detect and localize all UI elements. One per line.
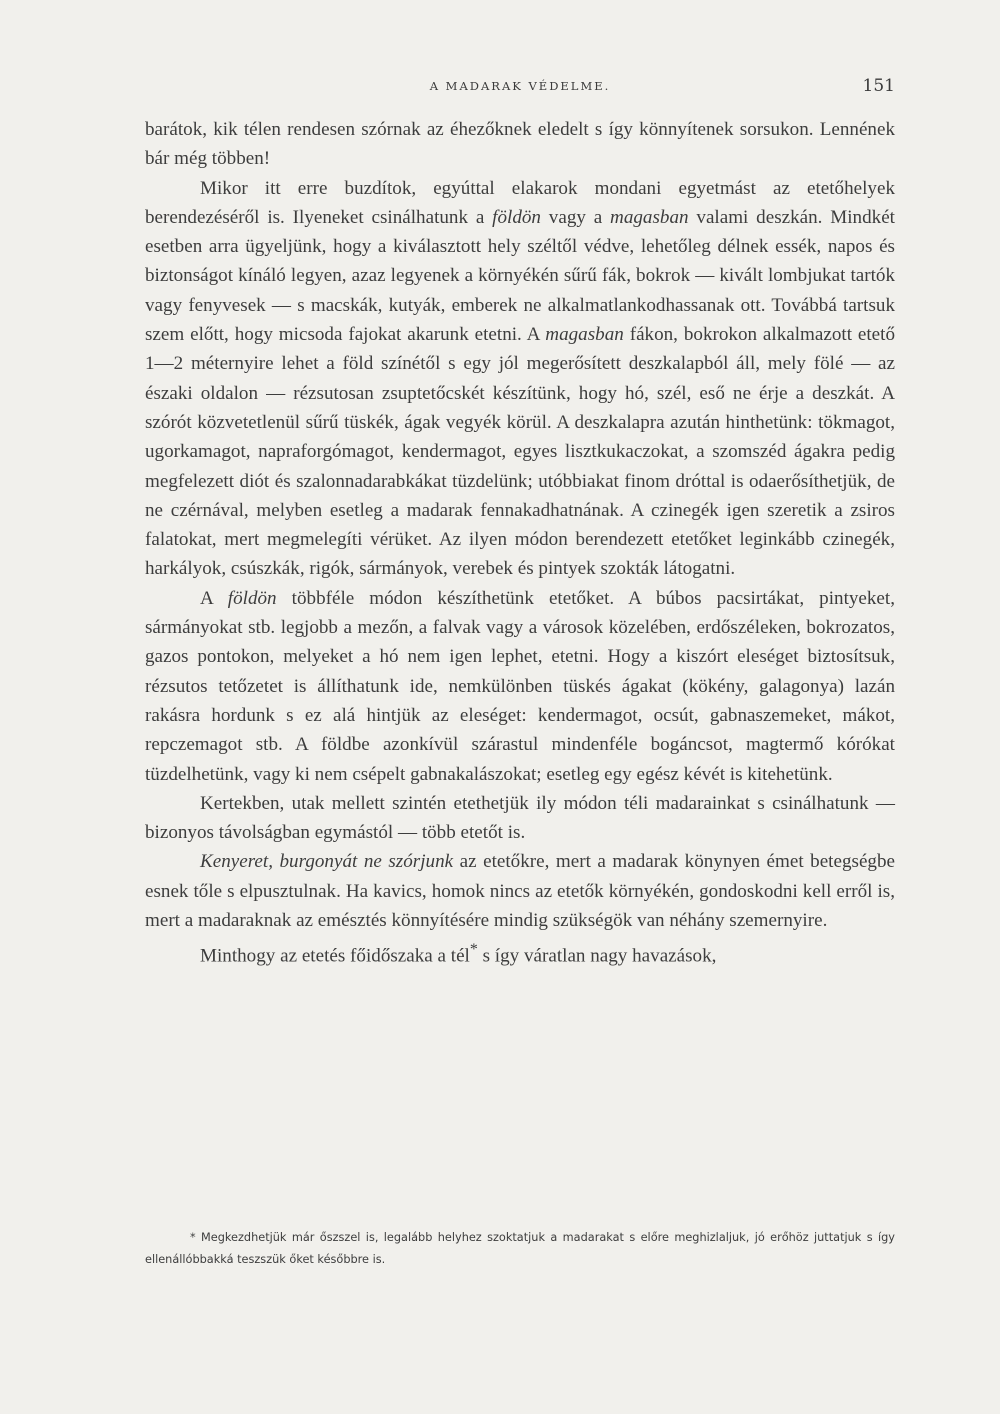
text-run: A (200, 587, 228, 609)
text-run: Mikor itt erre buzdítok, egyúttal elakarok mondani egyetmást az etetőhelyek berendezéséről is. Ilyeneket csinálhatunk a (145, 177, 895, 228)
text-run: fákon, bokrokon alkalmazott etető 1—2 méternyire lehet a föld színétől s egy jól megerősített deszkalapból áll, mely fölé — az északi oldalon — rézsutosan zsuptetőcskét készítünk, hogy hó, szél, eső ne érje a deszkát. A szórót közvetetlenül sűrű tüskék, ágak vegyék körül. A deszkalapra azután hinthetünk: tökmagot, ugorkamagot, napraforgómagot, kendermagot, egyes lisztkukaczokat, a szomszéd ágakra pedig megfelezett diót és szalonnadarabkákat tüzdelünk; utóbbiakat finom dróttal is odaerősíthetjük, de ne czérnával, melyben esetleg a madarak fennakadhatnának. A czinegék igen szeretik a zsiros falatokat, mert megmelegíti vérüket. Az ilyen módon berendezett etetőket leginkább czinegék, harkályok, csúszkák, rigók, sármányok, verebek és pintyek szokták látogatni. (145, 324, 895, 580)
text-run: valami deszkán. Mindkét esetben arra ügyeljünk, hogy a kiválasztott hely széltől védve, lehetőleg délnek essék, napos és biztonságot kínáló legyen, azaz legyenek a környékén sűrű fák, bokrok — kivált lombjukat tartók vagy fenyvesek — s macskák, kutyák, emberek ne alkalmatlankodhassanak ott. Továbbá tartsuk szem előtt, hogy micsoda fajokat akarunk etetni. A (145, 206, 895, 346)
italic-phrase: földön (492, 206, 541, 228)
page-number: 151 (862, 76, 895, 96)
italic-phrase: földön (227, 587, 277, 609)
body-text (145, 115, 895, 971)
text-run: Minthogy az etetés főidőszaka a tél (200, 945, 470, 967)
italic-phrase: magasban (610, 206, 689, 228)
text-run: többféle módon készíthetünk etetőket. A búbos pacsirtákat, pintyeket, sármányokat stb. legjobb a mezőn, a falvak vagy a városok közelében, erdőszéleken, bokrozatos, gazos pontokon, melyeket a hó nem igen lephet, etetni. Hogy a kiszórt eleséget biztosítsuk, rézsutos tetőzetet is állíthatunk ide, nemkülönben tüskés ágakat (kökény, galagonya) lazán rakásra hordunk s ez alá hintjük az eleséget: kendermagot, ocsút, gabnaszemeket, mákot, repczemagot stb. A földbe azonkívül szárastul mindenféle bogáncsot, magtermő kórókat tüzdelhetünk, vagy ki nem csépelt gabnakalászokat; esetleg egy egész kévét is kitehetünk. (145, 587, 895, 785)
paragraph (145, 935, 895, 971)
text-run: s így váratlan nagy havazások, (477, 945, 717, 967)
text-run: az etetőkre, mert a madarak könynyen émet betegségbe esnek tőle s elpusztulnak. Ha kavics, homok nincs az etetők környékén, gondoskodni kell erről is, mert a madaraknak az emésztés könnyítésére mindig szükségök van néhány szemernyire. (145, 851, 895, 932)
running-title: A MADARAK VÉDELME. (429, 79, 611, 93)
paragraph (145, 174, 895, 584)
italic-phrase: magasban (545, 324, 624, 346)
running-header (145, 76, 895, 100)
italic-phrase: Kenyeret, burgonyát ne szórjunk (200, 851, 454, 873)
paragraph (145, 584, 895, 789)
paragraph (145, 115, 895, 174)
text-run: vagy a (540, 206, 611, 228)
text-run: Kertekben, utak mellett szintén etethetjük ily módon téli madarainkat s csinálhatunk — bizonyos távolságban egymástól — több etetőt is. (145, 792, 895, 844)
footnote-text: * Megkezdhetjük már őszszel is, legalább helyhez szoktatjuk a madarakat s előre meghizlaljuk, jó erőhöz juttatjuk s így ellenállóbbakká teszszük őket későbbre is. (145, 1231, 895, 1266)
paragraph (145, 847, 895, 935)
text-run: barátok, kik télen rendesen szórnak az éhezőknek eledelt s így könnyítenek sorsukon. Lennének bár még többen! (145, 119, 895, 170)
paragraph (145, 789, 895, 848)
footnote-marker: * (469, 941, 478, 959)
footnote (145, 1227, 895, 1271)
